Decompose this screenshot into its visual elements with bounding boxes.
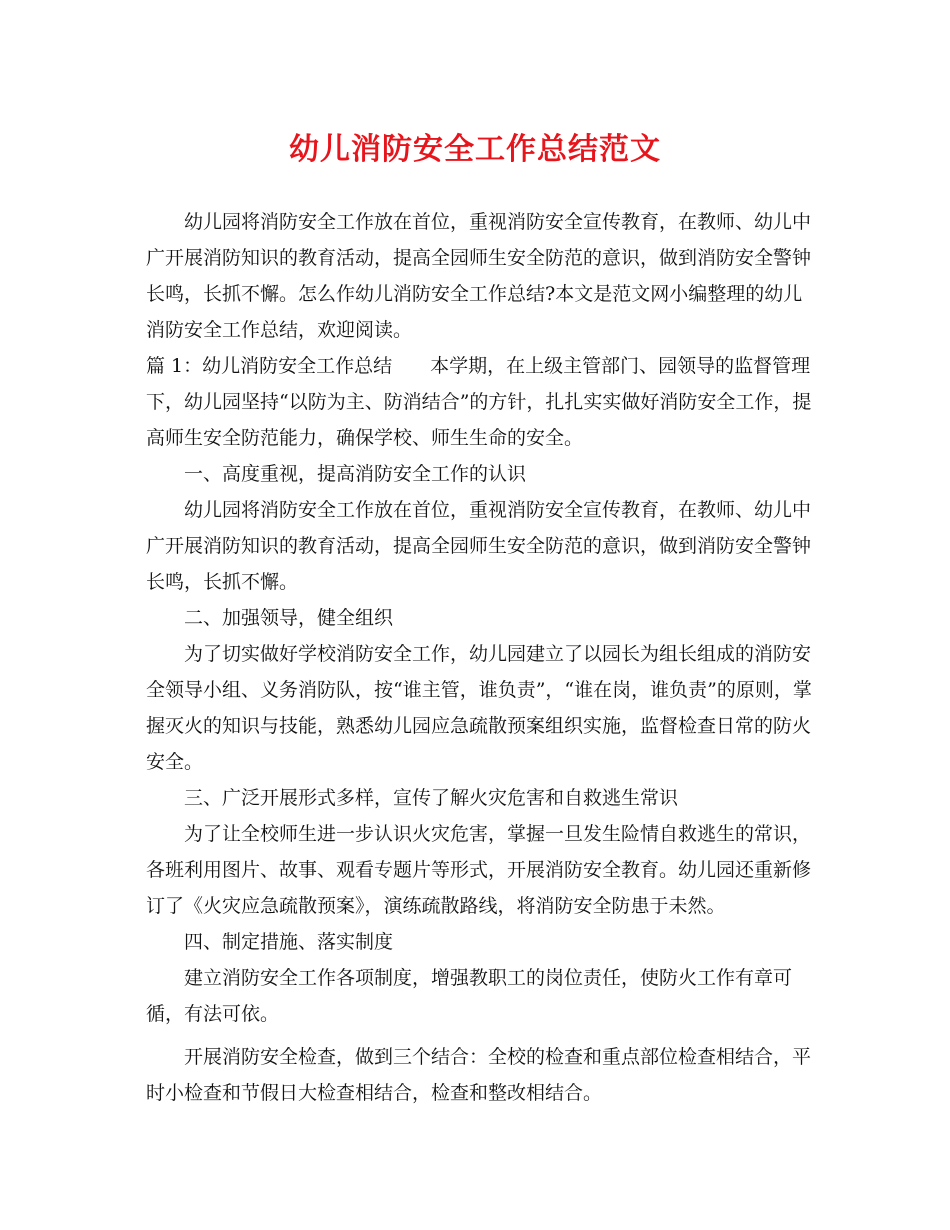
intro-paragraph: 幼儿园将消防安全工作放在首位，重视消防安全宣传教育，在教师、幼儿中广开展消防知识的教育活动，提高全园师生安全防范的意识，做到消防安全警钟长鸣，长抓不懈。怎么作幼儿消防安全工作总结?本文是范文网小编整理的幼儿消防安全工作总结，欢迎阅读。 (146, 211, 812, 341)
section-4-paragraph-2: 开展消防安全检查，做到三个结合：全校的检查和重点部位检查相结合，平时小检查和节假日大检查相结合，检查和整改相结合。 (146, 1046, 812, 1104)
document-title: 幼儿消防安全工作总结范文 (289, 132, 661, 167)
section-4-heading: 四、制定措施、落实制度 (184, 931, 394, 953)
section-1-paragraph: 幼儿园将消防安全工作放在首位，重视消防安全宣传教育，在教师、幼儿中广开展消防知识的教育活动，提高全园师生安全防范的意识，做到消防安全警钟长鸣，长抓不懈。 (146, 499, 812, 593)
section-2-heading: 二、加强领导，健全组织 (184, 607, 394, 629)
section-1-heading: 一、高度重视，提高消防安全工作的认识 (184, 463, 527, 485)
section-4-paragraph-1: 建立消防安全工作各项制度，增强教职工的岗位责任，使防火工作有章可循，有法可依。 (146, 967, 793, 1025)
article-1-paragraph: 篇 1：幼儿消防安全工作总结 本学期，在上级主管部门、园领导的监督管理下，幼儿园坚持“以防为主、防消结合”的方针，扎扎实实做好消防安全工作，提高师生安全防范能力，确保学校、师生生命的安全。 (146, 355, 812, 449)
document-body (146, 204, 812, 1111)
section-2-paragraph: 为了切实做好学校消防安全工作，幼儿园建立了以园长为组长组成的消防安全领导小组、义务消防队，按“谁主管，谁负责”，“谁在岗，谁负责”的原则，掌握灭火的知识与技能，熟悉幼儿园应急疏散预案组织实施，监督检查日常的防火安全。 (146, 643, 812, 773)
section-3-heading: 三、广泛开展形式多样，宣传了解火灾危害和自救逃生常识 (184, 787, 679, 809)
section-3-paragraph: 为了让全校师生进一步认识火灾危害，掌握一旦发生险情自救逃生的常识，各班利用图片、故事、观看专题片等形式，开展消防安全教育。幼儿园还重新修订了《火灾应急疏散预案》，演练疏散路线，将消防安全防患于未然。 (146, 823, 812, 917)
